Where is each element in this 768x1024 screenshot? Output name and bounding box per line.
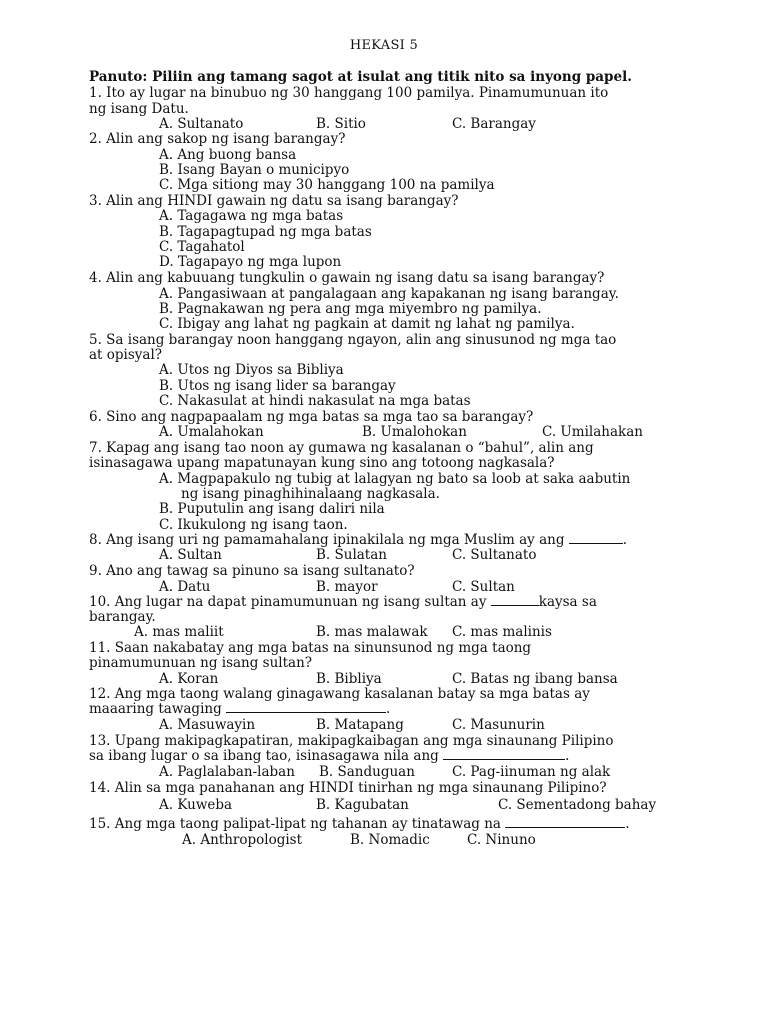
- question-8-stem: [89, 532, 627, 548]
- question-15-stem: [89, 816, 630, 832]
- question-8-stem-text: 8. Ang isang uri ng pamamahalang ipinakilala ng mga Muslim ay ang: [89, 532, 565, 548]
- question-10-stem-mid: kaysa sa: [538, 594, 597, 610]
- question-15-stem-end: .: [625, 816, 630, 832]
- question-11-stem-line-2: pinamumunuan ng isang sultan?: [89, 655, 313, 671]
- question-15-choice-c: C. Ninuno: [467, 832, 536, 848]
- instructions: Panuto: Piliin ang tamang sagot at isulat ang titik nito sa inyong papel.: [89, 69, 632, 85]
- question-15-stem-text: 15. Ang mga taong palipat-lipat ng tahanan ay tinatawag na: [89, 816, 501, 832]
- question-3-stem: 3. Alin ang HINDI gawain ng datu sa isang barangay?: [89, 193, 459, 209]
- question-12-choice-b: B. Matapang: [316, 717, 404, 733]
- question-11-stem-line-1: 11. Saan nakabatay ang mga batas na sinunsunod ng mga taong: [89, 640, 532, 656]
- question-5-choice-b: B. Utos ng isang lider sa barangay: [159, 378, 396, 394]
- question-14-choice-b: B. Kagubatan: [316, 797, 409, 813]
- question-10-stem-text: 10. Ang lugar na dapat pinamumunuan ng isang sultan ay: [89, 594, 487, 610]
- question-5-stem-line-1: 5. Sa isang barangay noon hanggang ngayon, alin ang sinusunod ng mga tao: [89, 332, 617, 348]
- question-2-choice-b: B. Isang Bayan o municipyo: [159, 162, 350, 178]
- question-11-choice-a: A. Koran: [159, 671, 219, 687]
- question-13-stem-text: sa ibang lugar o sa ibang tao, isinasagawa nila ang: [89, 748, 439, 764]
- question-3-choice-a: A. Tagagawa ng mga batas: [159, 208, 344, 224]
- question-5-choice-a: A. Utos ng Diyos sa Bibliya: [159, 362, 344, 378]
- question-5-choice-c: C. Nakasulat at hindi nakasulat na mga batas: [159, 393, 471, 409]
- answer-blank: [505, 816, 625, 828]
- question-6-stem: 6. Sino ang nagpapaalam ng mga batas sa mga tao sa barangay?: [89, 409, 534, 425]
- question-6-choice-b: B. Umalohokan: [362, 424, 467, 440]
- question-2-choice-a: A. Ang buong bansa: [159, 147, 297, 163]
- question-3-choice-d: D. Tagapayo ng mga lupon: [159, 254, 342, 270]
- question-8-choice-c: C. Sultanato: [452, 547, 537, 563]
- question-12-choice-a: A. Masuwayin: [159, 717, 256, 733]
- question-9-stem: 9. Ano ang tawag sa pinuno sa isang sultanato?: [89, 563, 415, 579]
- question-10-stem-line-2: barangay.: [89, 609, 156, 625]
- question-5-stem-line-2: at opisyal?: [89, 347, 163, 363]
- question-8-stem-end: .: [622, 532, 628, 548]
- question-1-choice-b: B. Sitio: [316, 116, 366, 132]
- question-7-choice-a-cont: ng isang pinaghihinalaang nagkasala.: [181, 486, 440, 502]
- question-4-choice-a: A. Pangasiwaan at pangalagaan ang kapakanan ng isang barangay.: [159, 286, 619, 302]
- question-12-stem-line-2: [89, 701, 390, 717]
- question-12-stem-line-1: 12. Ang mga taong walang ginagawang kasalanan batay sa mga batas ay: [89, 686, 590, 702]
- question-15-choice-b: B. Nomadic: [350, 832, 430, 848]
- question-3-choice-b: B. Tagapagtupad ng mga batas: [159, 224, 372, 240]
- question-10-stem-line-1: [89, 594, 597, 610]
- question-13-choice-a: A. Paglalaban-laban: [159, 764, 295, 780]
- question-7-choice-b: B. Puputulin ang isang daliri nila: [159, 501, 385, 517]
- question-15-choice-a: A. Anthropologist: [182, 832, 303, 848]
- question-9-choice-b: B. mayor: [316, 579, 378, 595]
- question-9-choice-c: C. Sultan: [452, 579, 515, 595]
- question-4-choice-b: B. Pagnakawan ng pera ang mga miyembro ng pamilya.: [159, 301, 542, 317]
- answer-blank: [443, 748, 565, 760]
- question-7-choice-c: C. Ikukulong ng isang taon.: [159, 517, 348, 533]
- page-title: HEKASI 5: [349, 38, 419, 53]
- answer-blank: [491, 594, 539, 606]
- question-8-choice-b: B. Sulatan: [316, 547, 387, 563]
- question-12-stem-text: maaaring tawaging: [89, 701, 222, 717]
- question-14-stem: 14. Alin sa mga panahanan ang HINDI tinirhan ng mga sinaunang Pilipino?: [89, 780, 607, 796]
- question-1-stem-line-1: 1. Ito ay lugar na binubuo ng 30 hanggang 100 pamilya. Pinamumunuan ito: [89, 85, 609, 101]
- answer-blank: [569, 532, 623, 544]
- question-2-choice-c: C. Mga sitiong may 30 hanggang 100 na pamilya: [159, 177, 495, 193]
- question-14-choice-c: C. Sementadong bahay: [498, 797, 657, 813]
- question-13-stem-line-1: 13. Upang makipagkapatiran, makipagkaibagan ang mga sinaunang Pilipino: [89, 733, 614, 749]
- question-3-choice-c: C. Tagahatol: [159, 239, 245, 255]
- question-4-choice-c: C. Ibigay ang lahat ng pagkain at damit ng lahat ng pamilya.: [159, 316, 575, 332]
- question-8-choice-a: A. Sultan: [159, 547, 222, 563]
- question-1-choice-c: C. Barangay: [452, 116, 536, 132]
- question-12-stem-end: .: [386, 701, 391, 717]
- question-1-stem-line-2: ng isang Datu.: [89, 101, 189, 117]
- question-12-choice-c: C. Masunurin: [452, 717, 545, 733]
- question-11-choice-b: B. Bibliya: [316, 671, 382, 687]
- question-10-choice-b: B. mas malawak: [316, 624, 428, 640]
- question-11-choice-c: C. Batas ng ibang bansa: [452, 671, 618, 687]
- question-14-choice-a: A. Kuweba: [159, 797, 233, 813]
- question-1-choice-a: A. Sultanato: [159, 116, 244, 132]
- question-10-choice-c: C. mas malinis: [452, 624, 552, 640]
- question-7-stem-line-1: 7. Kapag ang isang tao noon ay gumawa ng kasalanan o “bahul”, alin ang: [89, 440, 594, 456]
- question-13-stem-line-2: [89, 748, 569, 764]
- question-13-choice-b: B. Sanduguan: [319, 764, 415, 780]
- question-7-stem-line-2: isinasagawa upang mapatunayan kung sino ang totoong nagkasala?: [89, 455, 555, 471]
- question-13-stem-end: .: [565, 748, 570, 764]
- question-6-choice-c: C. Umilahakan: [542, 424, 643, 440]
- question-2-stem: 2. Alin ang sakop ng isang barangay?: [89, 131, 346, 147]
- answer-blank: [226, 701, 386, 713]
- question-4-stem: 4. Alin ang kabuuang tungkulin o gawain ng isang datu sa isang barangay?: [89, 270, 605, 286]
- question-13-choice-c: C. Pag-iinuman ng alak: [452, 764, 611, 780]
- question-10-choice-a: A. mas maliit: [134, 624, 224, 640]
- question-7-choice-a: A. Magpapakulo ng tubig at lalagyan ng bato sa loob at saka aabutin: [159, 471, 631, 487]
- question-9-choice-a: A. Datu: [159, 579, 211, 595]
- question-6-choice-a: A. Umalahokan: [159, 424, 264, 440]
